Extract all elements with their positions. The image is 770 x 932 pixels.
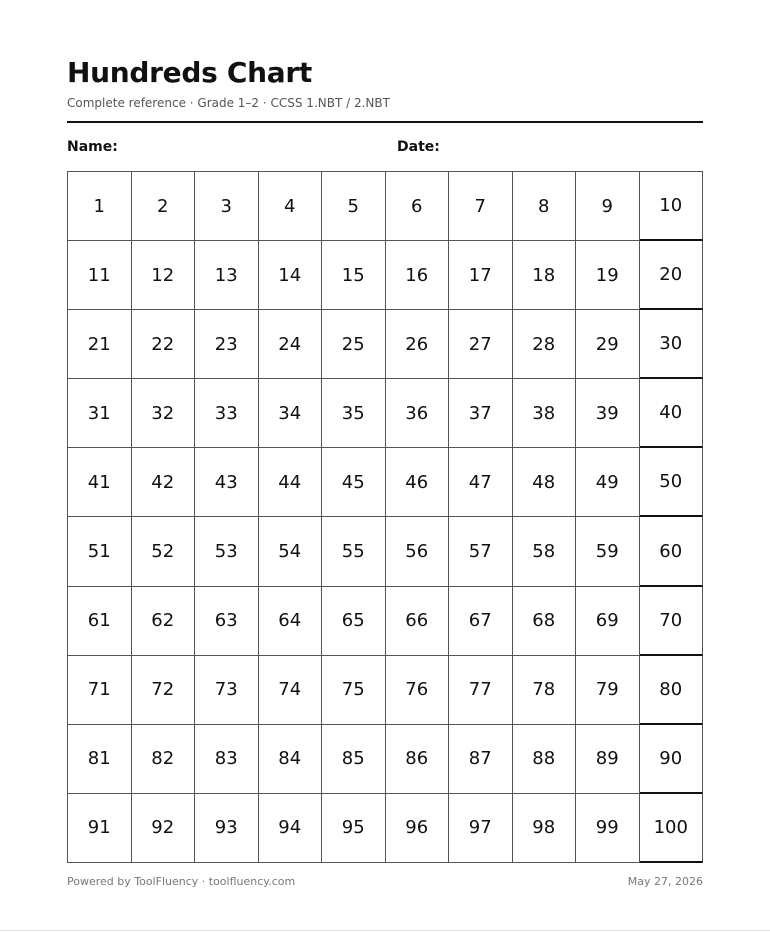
number-cell: 3 — [195, 172, 259, 241]
number-cell: 7 — [449, 172, 513, 241]
number-cell: 11 — [68, 241, 132, 310]
number-cell: 73 — [195, 656, 259, 725]
number-cell: 5 — [322, 172, 386, 241]
number-cell: 61 — [68, 587, 132, 656]
number-cell: 93 — [195, 794, 259, 863]
number-cell: 2 — [132, 172, 196, 241]
number-cell: 10 — [640, 172, 704, 241]
number-cell: 44 — [259, 448, 323, 517]
number-cell: 67 — [449, 587, 513, 656]
page-subtitle: Complete reference · Grade 1–2 · CCSS 1.NBT / 2.NBT — [67, 96, 390, 110]
number-cell: 46 — [386, 448, 450, 517]
number-cell: 56 — [386, 517, 450, 586]
number-cell: 53 — [195, 517, 259, 586]
page-bottom-border — [0, 930, 770, 931]
number-cell: 37 — [449, 379, 513, 448]
number-cell: 77 — [449, 656, 513, 725]
number-cell: 18 — [513, 241, 577, 310]
date-field-label: Date: — [397, 139, 440, 155]
number-cell: 45 — [322, 448, 386, 517]
number-cell: 97 — [449, 794, 513, 863]
number-cell: 90 — [640, 725, 704, 794]
hundreds-chart-grid — [67, 171, 703, 863]
number-cell: 4 — [259, 172, 323, 241]
number-cell: 95 — [322, 794, 386, 863]
number-cell: 94 — [259, 794, 323, 863]
number-cell: 24 — [259, 310, 323, 379]
footer-credit: Powered by ToolFluency · toolfluency.com — [67, 875, 296, 888]
number-cell: 70 — [640, 587, 704, 656]
number-cell: 82 — [132, 725, 196, 794]
number-cell: 79 — [576, 656, 640, 725]
number-cell: 28 — [513, 310, 577, 379]
name-field-label: Name: — [67, 139, 118, 155]
number-cell: 14 — [259, 241, 323, 310]
number-cell: 43 — [195, 448, 259, 517]
number-cell: 74 — [259, 656, 323, 725]
number-cell: 13 — [195, 241, 259, 310]
number-cell: 64 — [259, 587, 323, 656]
number-cell: 63 — [195, 587, 259, 656]
number-cell: 57 — [449, 517, 513, 586]
number-cell: 32 — [132, 379, 196, 448]
number-cell: 59 — [576, 517, 640, 586]
number-cell: 85 — [322, 725, 386, 794]
number-cell: 12 — [132, 241, 196, 310]
number-cell: 27 — [449, 310, 513, 379]
number-cell: 96 — [386, 794, 450, 863]
number-cell: 89 — [576, 725, 640, 794]
number-cell: 29 — [576, 310, 640, 379]
number-cell: 33 — [195, 379, 259, 448]
number-cell: 92 — [132, 794, 196, 863]
number-cell: 6 — [386, 172, 450, 241]
number-cell: 42 — [132, 448, 196, 517]
number-cell: 65 — [322, 587, 386, 656]
number-cell: 25 — [322, 310, 386, 379]
number-cell: 91 — [68, 794, 132, 863]
number-cell: 62 — [132, 587, 196, 656]
number-cell: 20 — [640, 241, 704, 310]
number-cell: 40 — [640, 379, 704, 448]
number-cell: 81 — [68, 725, 132, 794]
number-cell: 9 — [576, 172, 640, 241]
number-cell: 58 — [513, 517, 577, 586]
number-cell: 36 — [386, 379, 450, 448]
number-cell: 52 — [132, 517, 196, 586]
number-cell: 35 — [322, 379, 386, 448]
number-cell: 49 — [576, 448, 640, 517]
number-cell: 21 — [68, 310, 132, 379]
number-cell: 60 — [640, 517, 704, 586]
number-cell: 34 — [259, 379, 323, 448]
number-cell: 84 — [259, 725, 323, 794]
number-cell: 51 — [68, 517, 132, 586]
number-cell: 48 — [513, 448, 577, 517]
number-cell: 75 — [322, 656, 386, 725]
number-cell: 17 — [449, 241, 513, 310]
number-cell: 19 — [576, 241, 640, 310]
number-cell: 30 — [640, 310, 704, 379]
number-cell: 50 — [640, 448, 704, 517]
header-divider — [67, 121, 703, 123]
number-cell: 100 — [640, 794, 704, 863]
number-cell: 69 — [576, 587, 640, 656]
number-cell: 72 — [132, 656, 196, 725]
number-cell: 16 — [386, 241, 450, 310]
number-cell: 55 — [322, 517, 386, 586]
number-cell: 1 — [68, 172, 132, 241]
number-cell: 98 — [513, 794, 577, 863]
number-cell: 87 — [449, 725, 513, 794]
number-cell: 68 — [513, 587, 577, 656]
number-cell: 99 — [576, 794, 640, 863]
number-cell: 47 — [449, 448, 513, 517]
number-cell: 31 — [68, 379, 132, 448]
number-cell: 88 — [513, 725, 577, 794]
number-cell: 78 — [513, 656, 577, 725]
number-cell: 15 — [322, 241, 386, 310]
number-cell: 54 — [259, 517, 323, 586]
number-cell: 41 — [68, 448, 132, 517]
number-cell: 76 — [386, 656, 450, 725]
number-cell: 83 — [195, 725, 259, 794]
number-cell: 80 — [640, 656, 704, 725]
page-title: Hundreds Chart — [67, 56, 312, 89]
number-cell: 38 — [513, 379, 577, 448]
number-cell: 26 — [386, 310, 450, 379]
footer-date: May 27, 2026 — [627, 875, 703, 888]
number-cell: 66 — [386, 587, 450, 656]
number-cell: 22 — [132, 310, 196, 379]
number-cell: 39 — [576, 379, 640, 448]
number-cell: 23 — [195, 310, 259, 379]
number-cell: 86 — [386, 725, 450, 794]
number-cell: 71 — [68, 656, 132, 725]
number-cell: 8 — [513, 172, 577, 241]
